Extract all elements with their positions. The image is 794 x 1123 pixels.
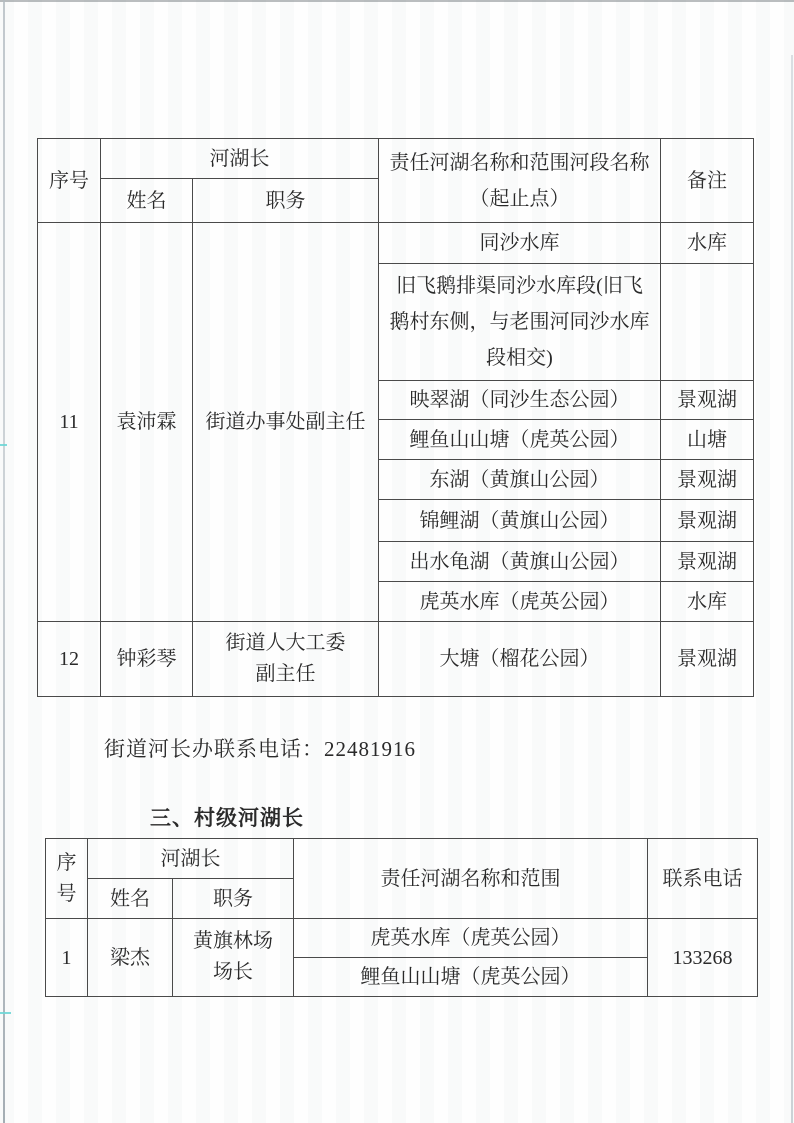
cell-index: 11	[38, 223, 101, 622]
header-name: 姓名	[88, 879, 173, 919]
cell-scope: 同沙水库	[379, 223, 661, 264]
cell-phone: 133268	[648, 919, 758, 997]
cell-scope: 东湖（黄旗山公园）	[379, 460, 661, 500]
table-row	[46, 919, 758, 958]
cell-remark	[661, 264, 754, 381]
table-row	[38, 622, 754, 697]
scan-edge-top	[0, 0, 794, 2]
cell-scope: 虎英水库（虎英公园）	[379, 582, 661, 622]
header-scope: 责任河湖名称和范围	[294, 839, 648, 919]
cell-remark: 水库	[661, 223, 754, 264]
table-row	[38, 223, 754, 264]
cell-title	[193, 622, 379, 697]
cell-name: 袁沛霖	[101, 223, 193, 622]
section-title-village-chiefs: 三、村级河湖长	[150, 807, 304, 830]
header-title: 职务	[173, 879, 294, 919]
cell-scope: 鲤鱼山山塘（虎英公园）	[379, 420, 661, 460]
header-name: 姓名	[101, 179, 193, 223]
cell-remark: 水库	[661, 582, 754, 622]
street-level-chiefs-table	[37, 138, 754, 697]
header-chief: 河湖长	[101, 139, 379, 179]
cell-scope: 鲤鱼山山塘（虎英公园）	[294, 958, 648, 997]
cell-scope: 大塘（榴花公园）	[379, 622, 661, 697]
village-level-chiefs-table	[45, 838, 758, 997]
scan-edge-right	[791, 55, 793, 1123]
cell-scope: 锦鲤湖（黄旗山公园）	[379, 500, 661, 542]
cell-index: 1	[46, 919, 88, 997]
cell-title: 街道办事处副主任	[193, 223, 379, 622]
cell-name: 梁杰	[88, 919, 173, 997]
header-remark: 备注	[661, 139, 754, 223]
header-title: 职务	[193, 179, 379, 223]
header-phone: 联系电话	[648, 839, 758, 919]
cell-remark: 景观湖	[661, 460, 754, 500]
cell-name: 钟彩琴	[101, 622, 193, 697]
header-index: 序号	[38, 139, 101, 223]
scan-cyan-mark	[0, 444, 7, 446]
scan-cyan-mark	[0, 1012, 11, 1014]
cell-title-text: 街道人大工委副主任	[225, 631, 346, 685]
cell-remark: 山塘	[661, 420, 754, 460]
cell-remark: 景观湖	[661, 622, 754, 697]
office-phone-note: 街道河长办联系电话：22481916	[104, 737, 416, 761]
cell-title-text: 黄旗林场场长	[193, 930, 273, 983]
header-scope: 责任河湖名称和范围河段名称（起止点）	[379, 139, 661, 223]
header-chief: 河湖长	[88, 839, 294, 879]
cell-scope: 出水龟湖（黄旗山公园）	[379, 542, 661, 582]
scan-edge-left	[3, 0, 5, 1123]
cell-scope: 映翠湖（同沙生态公园）	[379, 381, 661, 420]
cell-scope: 旧飞鹅排渠同沙水库段(旧飞鹅村东侧，与老围河同沙水库段相交)	[379, 264, 661, 381]
header-index: 序号	[46, 839, 88, 919]
cell-title	[173, 919, 294, 997]
cell-remark: 景观湖	[661, 381, 754, 420]
cell-scope: 虎英水库（虎英公园）	[294, 919, 648, 958]
cell-remark: 景观湖	[661, 500, 754, 542]
cell-remark: 景观湖	[661, 542, 754, 582]
cell-index: 12	[38, 622, 101, 697]
